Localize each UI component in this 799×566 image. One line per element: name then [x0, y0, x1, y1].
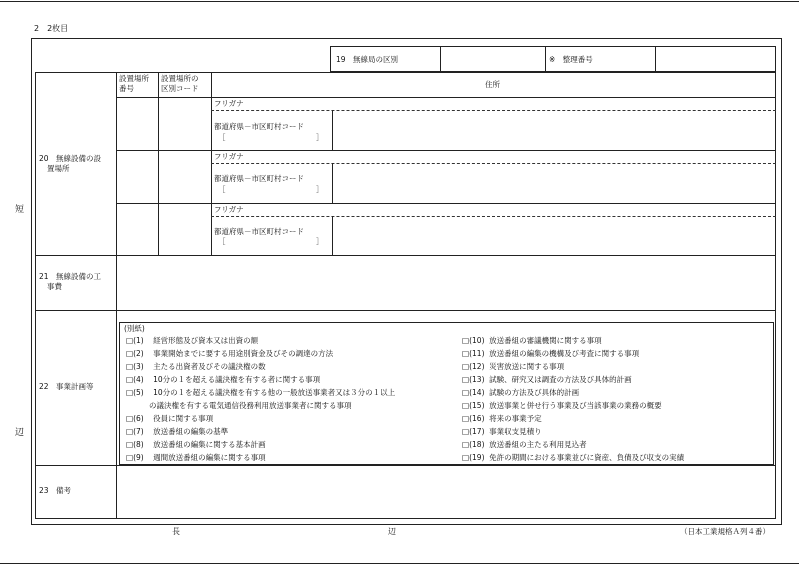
bracket-close: ］: [316, 133, 324, 142]
item-text: 放送番組の審議機関に関する事項: [489, 336, 602, 345]
section21-label-l1: 21 無線設備の工: [39, 272, 102, 281]
item-number: (14): [469, 388, 485, 397]
pref-code-label: 都道府県－市区町村コード: [214, 174, 304, 183]
item-number: (11): [469, 349, 485, 358]
checkbox[interactable]: □: [462, 362, 470, 371]
side-label-edge: 辺: [15, 428, 25, 438]
item-text: 試験の方法及び具体的計画: [489, 388, 580, 397]
checklist-item: [126, 349, 333, 358]
item-number: (8): [133, 440, 144, 449]
item-text: 主たる出資者及びその議決権の数: [153, 362, 266, 371]
checkbox[interactable]: □: [462, 349, 470, 358]
item-text: 10分の１を超える議決権を有する他の一般放送事業者又は３分の１以上: [153, 388, 396, 397]
checkbox[interactable]: □: [126, 349, 134, 358]
footer-standard: （日本工業規格Ａ列４番）: [680, 527, 770, 536]
checklist-item: [462, 453, 684, 462]
col-number-l2: 番号: [119, 84, 134, 93]
item-text: 10分の１を超える議決権を有する者に関する事項: [153, 375, 321, 384]
item-text: 放送番組の編集の機構及び考査に関する事項: [489, 349, 640, 358]
checkbox[interactable]: □: [126, 427, 134, 436]
furigana-label: フリガナ: [214, 152, 244, 161]
pref-code-label: 都道府県－市区町村コード: [214, 227, 304, 236]
checkbox[interactable]: □: [462, 440, 470, 449]
checklist-item: [126, 453, 266, 462]
checkbox[interactable]: □: [462, 336, 470, 345]
checkbox[interactable]: □: [462, 453, 470, 462]
item-number: (19): [469, 453, 485, 462]
bracket-open: ［: [218, 237, 226, 246]
checklist-item: [462, 375, 632, 384]
checklist-item: [462, 440, 587, 449]
serial-label: ※ 整理番号: [549, 55, 593, 64]
station-class-label: 19 無線局の区別: [336, 55, 399, 64]
item-number: (18): [469, 440, 485, 449]
item-number: (4): [133, 375, 144, 384]
item-text: 経営形態及び資本又は出資の額: [153, 336, 259, 345]
item-text: 災害放送に関する事項: [489, 362, 565, 371]
item-number: (12): [469, 362, 485, 371]
section20-label-l1: 20 無線設備の設: [39, 154, 102, 163]
item-number: (1): [133, 336, 144, 345]
checklist-item: [462, 414, 542, 423]
checklist-item: [126, 375, 320, 384]
item-text: 事業収支見積り: [489, 427, 542, 436]
item-text: 試験、研究又は調査の方法及び具体的計画: [489, 375, 632, 384]
checkbox[interactable]: □: [462, 375, 470, 384]
section20-label-l2: 置場所: [47, 164, 70, 173]
col-address: 住所: [485, 80, 500, 89]
bracket-open: ［: [218, 133, 226, 142]
bracket-open: ［: [218, 185, 226, 194]
attachment-label: (別紙): [124, 324, 145, 333]
col-number-l1: 設置場所: [119, 74, 149, 83]
checklist-item: [126, 427, 228, 436]
item-text: 放送事業と併せ行う事業及び当該事業の業務の概要: [489, 401, 662, 410]
checkbox[interactable]: □: [126, 362, 134, 371]
item-text: の議決権を有する電気通信役務利用放送事業者に関する事項: [149, 401, 352, 410]
item-number: (2): [133, 349, 144, 358]
item-text: 免許の期間における事業並びに資産、負債及び収支の実績: [489, 453, 685, 462]
item-text: 放送番組の編集の基準: [153, 427, 229, 436]
section23-label: 23 備考: [39, 486, 72, 495]
checklist-item: [462, 362, 564, 371]
checkbox[interactable]: □: [126, 336, 134, 345]
checkbox[interactable]: □: [126, 453, 134, 462]
checkbox[interactable]: □: [462, 401, 470, 410]
item-text: 将来の事業予定: [489, 414, 542, 423]
page-label: 2 2枚目: [34, 24, 69, 33]
item-number: (15): [469, 401, 485, 410]
checklist-item: [126, 414, 213, 423]
page-bottom-rule: [0, 563, 799, 564]
checklist-item: [149, 401, 352, 410]
checklist-item: [462, 401, 662, 410]
side-label-short: 短: [15, 205, 25, 215]
footer-long: 長: [172, 527, 180, 536]
item-number: (16): [469, 414, 485, 423]
section22-label: 22 事業計画等: [39, 382, 94, 391]
section21-label-l2: 事費: [47, 282, 62, 291]
col-code-l2: 区別コード: [161, 84, 199, 93]
item-text: 放送番組の編集に関する基本計画: [153, 440, 266, 449]
item-number: (10): [469, 336, 485, 345]
item-text: 役員に関する事項: [153, 414, 214, 423]
item-number: (5): [133, 388, 144, 397]
checklist-item: [126, 388, 395, 397]
furigana-label: フリガナ: [214, 205, 244, 214]
item-number: (17): [469, 427, 485, 436]
item-text: 週間放送番組の編集に関する事項: [153, 453, 266, 462]
bracket-close: ］: [316, 185, 324, 194]
checkbox[interactable]: □: [462, 388, 470, 397]
checklist-item: [462, 336, 602, 345]
checkbox[interactable]: □: [126, 440, 134, 449]
pref-code-label: 都道府県－市区町村コード: [214, 122, 304, 131]
checklist-item: [462, 349, 639, 358]
footer-side: 辺: [388, 527, 396, 536]
col-code-l1: 設置場所の: [161, 74, 199, 83]
furigana-label: フリガナ: [214, 99, 244, 108]
item-number: (13): [469, 375, 485, 384]
bracket-close: ］: [316, 237, 324, 246]
item-number: (7): [133, 427, 144, 436]
item-number: (6): [133, 414, 144, 423]
item-number: (9): [133, 453, 144, 462]
checkbox[interactable]: □: [126, 414, 134, 423]
checkbox[interactable]: □: [462, 427, 470, 436]
checklist-item: [126, 440, 266, 449]
item-text: 事業開始までに要する用途別資金及びその調達の方法: [153, 349, 334, 358]
checkbox[interactable]: □: [126, 375, 134, 384]
checkbox[interactable]: □: [126, 388, 134, 397]
checklist-item: [462, 388, 579, 397]
checklist-item: [126, 336, 258, 345]
item-number: (3): [133, 362, 144, 371]
page-top-rule: [0, 1, 799, 2]
checklist-item: [126, 362, 266, 371]
checkbox[interactable]: □: [462, 414, 470, 423]
item-text: 放送番組の主たる利用見込者: [489, 440, 587, 449]
checklist-item: [462, 427, 542, 436]
